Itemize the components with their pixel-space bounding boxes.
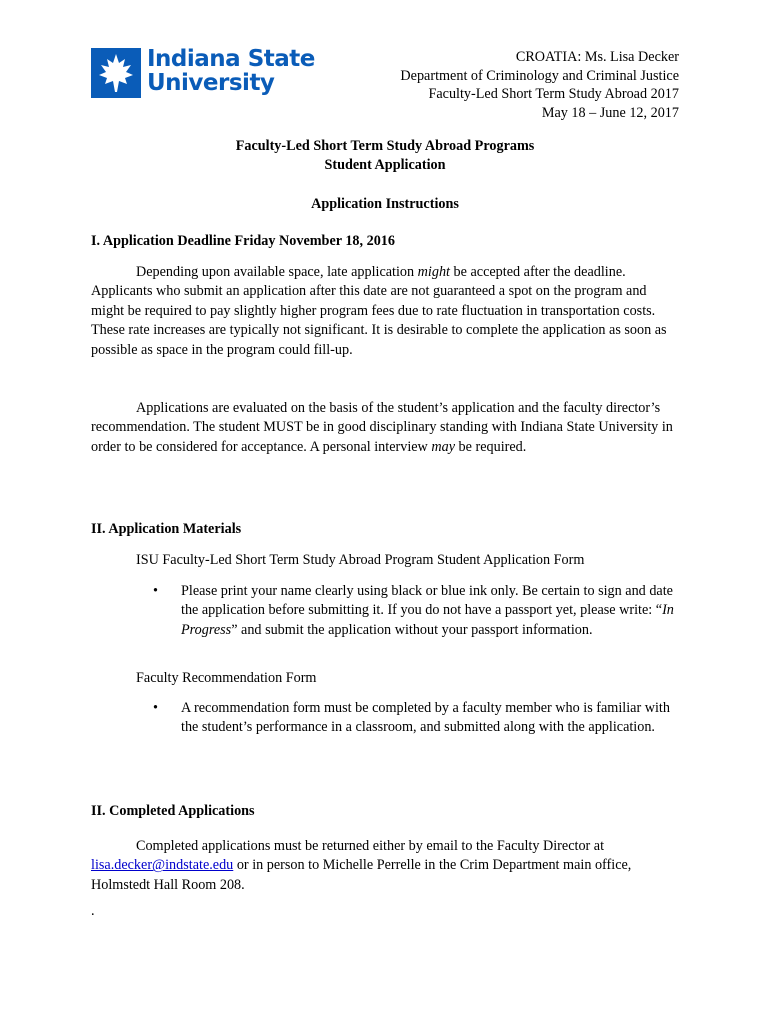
p1-text-b: be accepted after the deadline. Applicants who submit an application after this date are not guaranteed a spot on the program and might be required to pay slightly higher program fees due to rate fluctuation in transportation costs. These rate increases are typically not significant. It is desirable to complete the application as soon as possible as space in the program could fill-up. — [91, 264, 667, 358]
p3-text-a: Completed applications must be returned either by email to the Faculty Director at — [136, 838, 605, 854]
program-header — [400, 48, 679, 122]
section-1-paragraph-1 — [91, 263, 683, 360]
header-line-1: CROATIA: Ms. Lisa Decker — [515, 49, 679, 65]
section-2-heading: II. Application Materials — [91, 521, 242, 537]
bullet-1-text-a: Please print your name clearly using black or blue ink only. Be certain to sign and date the application before submitting it. If you do not have a passport yet, please write: “ — [181, 583, 673, 619]
bullet-item-2 — [153, 699, 683, 759]
document-title — [0, 137, 770, 175]
bullet-icon: • — [153, 700, 158, 716]
p2-text-b: be required. — [455, 438, 527, 455]
header-line-3: Faculty-Led Short Term Study Abroad 2017 — [428, 86, 679, 102]
faculty-email-link[interactable]: lisa.decker@indstate.edu — [91, 857, 234, 874]
title-line-1: Faculty-Led Short Term Study Abroad Programs — [235, 138, 535, 154]
section-3-heading: II. Completed Applications — [91, 803, 255, 819]
p1-emphasis: might — [417, 264, 450, 280]
student-application-form-label: ISU Faculty-Led Short Term Study Abroad Program Student Application Form — [136, 552, 585, 568]
logo-line-2: University — [147, 70, 275, 96]
p3-text-b: or in person to Michelle Perrelle in the Crim Department main office, Holmstedt Hall Room 208. — [91, 857, 632, 893]
header-line-4: May 18 – June 12, 2017 — [541, 104, 679, 121]
section-1-paragraph-2 — [91, 399, 683, 457]
p2-emphasis: may — [431, 438, 455, 455]
bullet-2-text: A recommendation form must be completed by a faculty member who is familiar with the student’s performance in a classroom, and submitted along with the application. — [181, 700, 670, 736]
section-1-heading: I. Application Deadline Friday November 18, 2016 — [91, 233, 395, 249]
bullet-1-text-b: ” and submit the application without your passport information. — [231, 621, 593, 638]
university-logo — [91, 47, 351, 99]
p2-text-a: Applications are evaluated on the basis of the student’s application and the faculty director’s recommendation. The student MUST be in good disciplinary standing with Indiana State University in order to be considered for acceptance. A personal interview — [91, 400, 673, 455]
bullet-icon: • — [153, 583, 158, 599]
instructions-title: Application Instructions — [311, 196, 459, 212]
logo-wordmark — [147, 47, 315, 95]
faculty-recommendation-form-label: Faculty Recommendation Form — [136, 670, 317, 686]
bullet-1-text — [181, 582, 681, 640]
header-line-2: Department of Criminology and Criminal Justice — [400, 67, 679, 84]
bullet-item-1 — [153, 582, 683, 662]
trailing-period: . — [91, 903, 95, 919]
section-3-paragraph — [91, 837, 683, 895]
leaf-logo-icon — [91, 48, 141, 98]
title-line-2: Student Application — [324, 157, 446, 173]
p1-text-a: Depending upon available space, late application — [136, 264, 418, 280]
logo-line-1: Indiana State — [147, 46, 315, 72]
bullet-1-emphasis: In Progress — [181, 602, 674, 638]
